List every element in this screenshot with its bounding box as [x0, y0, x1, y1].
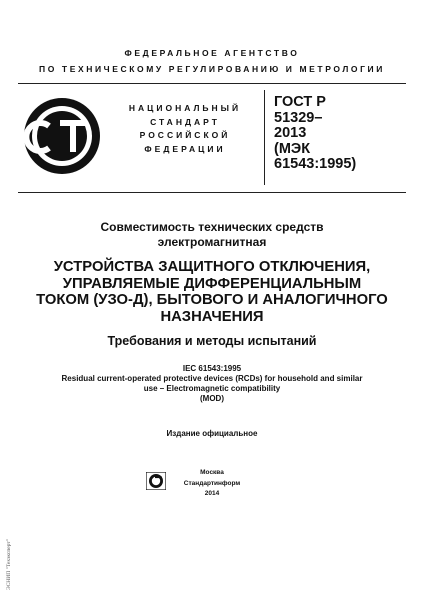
- national-line: СТАНДАРТ: [150, 116, 220, 127]
- gost-line: ГОСТ Р: [274, 94, 326, 110]
- iec-line: (MOD): [200, 394, 224, 403]
- publisher-year: 2014: [204, 490, 220, 497]
- agency-name-line2: ПО ТЕХНИЧЕСКОМУ РЕГУЛИРОВАНИЮ И МЕТРОЛОГИИ: [39, 64, 385, 74]
- document-title: [18, 259, 406, 325]
- iec-reference: [18, 364, 406, 404]
- title-line: ТОКОМ (УЗО-Д), БЫТОВОГО И АНАЛОГИЧНОГО: [36, 292, 388, 308]
- publisher-city: Москва: [200, 469, 224, 476]
- block-divider: [264, 90, 265, 185]
- national-line: НАЦИОНАЛЬНЫЙ: [128, 103, 242, 113]
- publisher-name: Стандартинформ: [183, 479, 241, 487]
- gost-line: 61543:1995): [274, 156, 357, 172]
- national-line: РОССИЙСКОЙ: [139, 130, 231, 140]
- document-subtitle: [18, 220, 406, 250]
- subtitle-line: Совместимость технических средств: [100, 220, 324, 234]
- title-line: УСТРОЙСТВА ЗАЩИТНОГО ОТКЛЮЧЕНИЯ,: [53, 259, 371, 275]
- publisher-block: [160, 468, 264, 500]
- national-standard-block: [100, 102, 270, 156]
- national-line: ФЕДЕРАЦИИ: [144, 143, 226, 154]
- side-watermark-text: ЭСНИП "Техэксперт": [6, 538, 12, 590]
- header-rule: [18, 83, 406, 84]
- gost-logo-icon: [22, 96, 102, 176]
- gost-line: 51329–: [274, 109, 323, 126]
- requirements-heading: Требования и методы испытаний: [107, 334, 317, 348]
- gost-line: (МЭК: [274, 140, 311, 157]
- iec-line: Residual current-operated protective devices (RCDs) for household and similar: [61, 374, 363, 383]
- iec-line: use – Electromagnetic compatibility: [143, 384, 281, 393]
- title-line: УПРАВЛЯЕМЫЕ ДИФФЕРЕНЦИАЛЬНЫМ: [62, 275, 362, 292]
- gost-logo: [22, 96, 102, 176]
- gost-designation: [274, 95, 356, 173]
- subtitle-line: электромагнитная: [157, 235, 267, 249]
- side-watermark: [0, 520, 10, 590]
- agency-name-line1: ФЕДЕРАЛЬНОЕ АГЕНТСТВО: [124, 48, 300, 58]
- edition-label: Издание официальное: [166, 429, 258, 438]
- gost-line: 2013: [274, 125, 307, 141]
- block-rule: [18, 192, 406, 193]
- iec-line: IEC 61543:1995: [182, 364, 242, 373]
- title-line: НАЗНАЧЕНИЯ: [160, 308, 264, 325]
